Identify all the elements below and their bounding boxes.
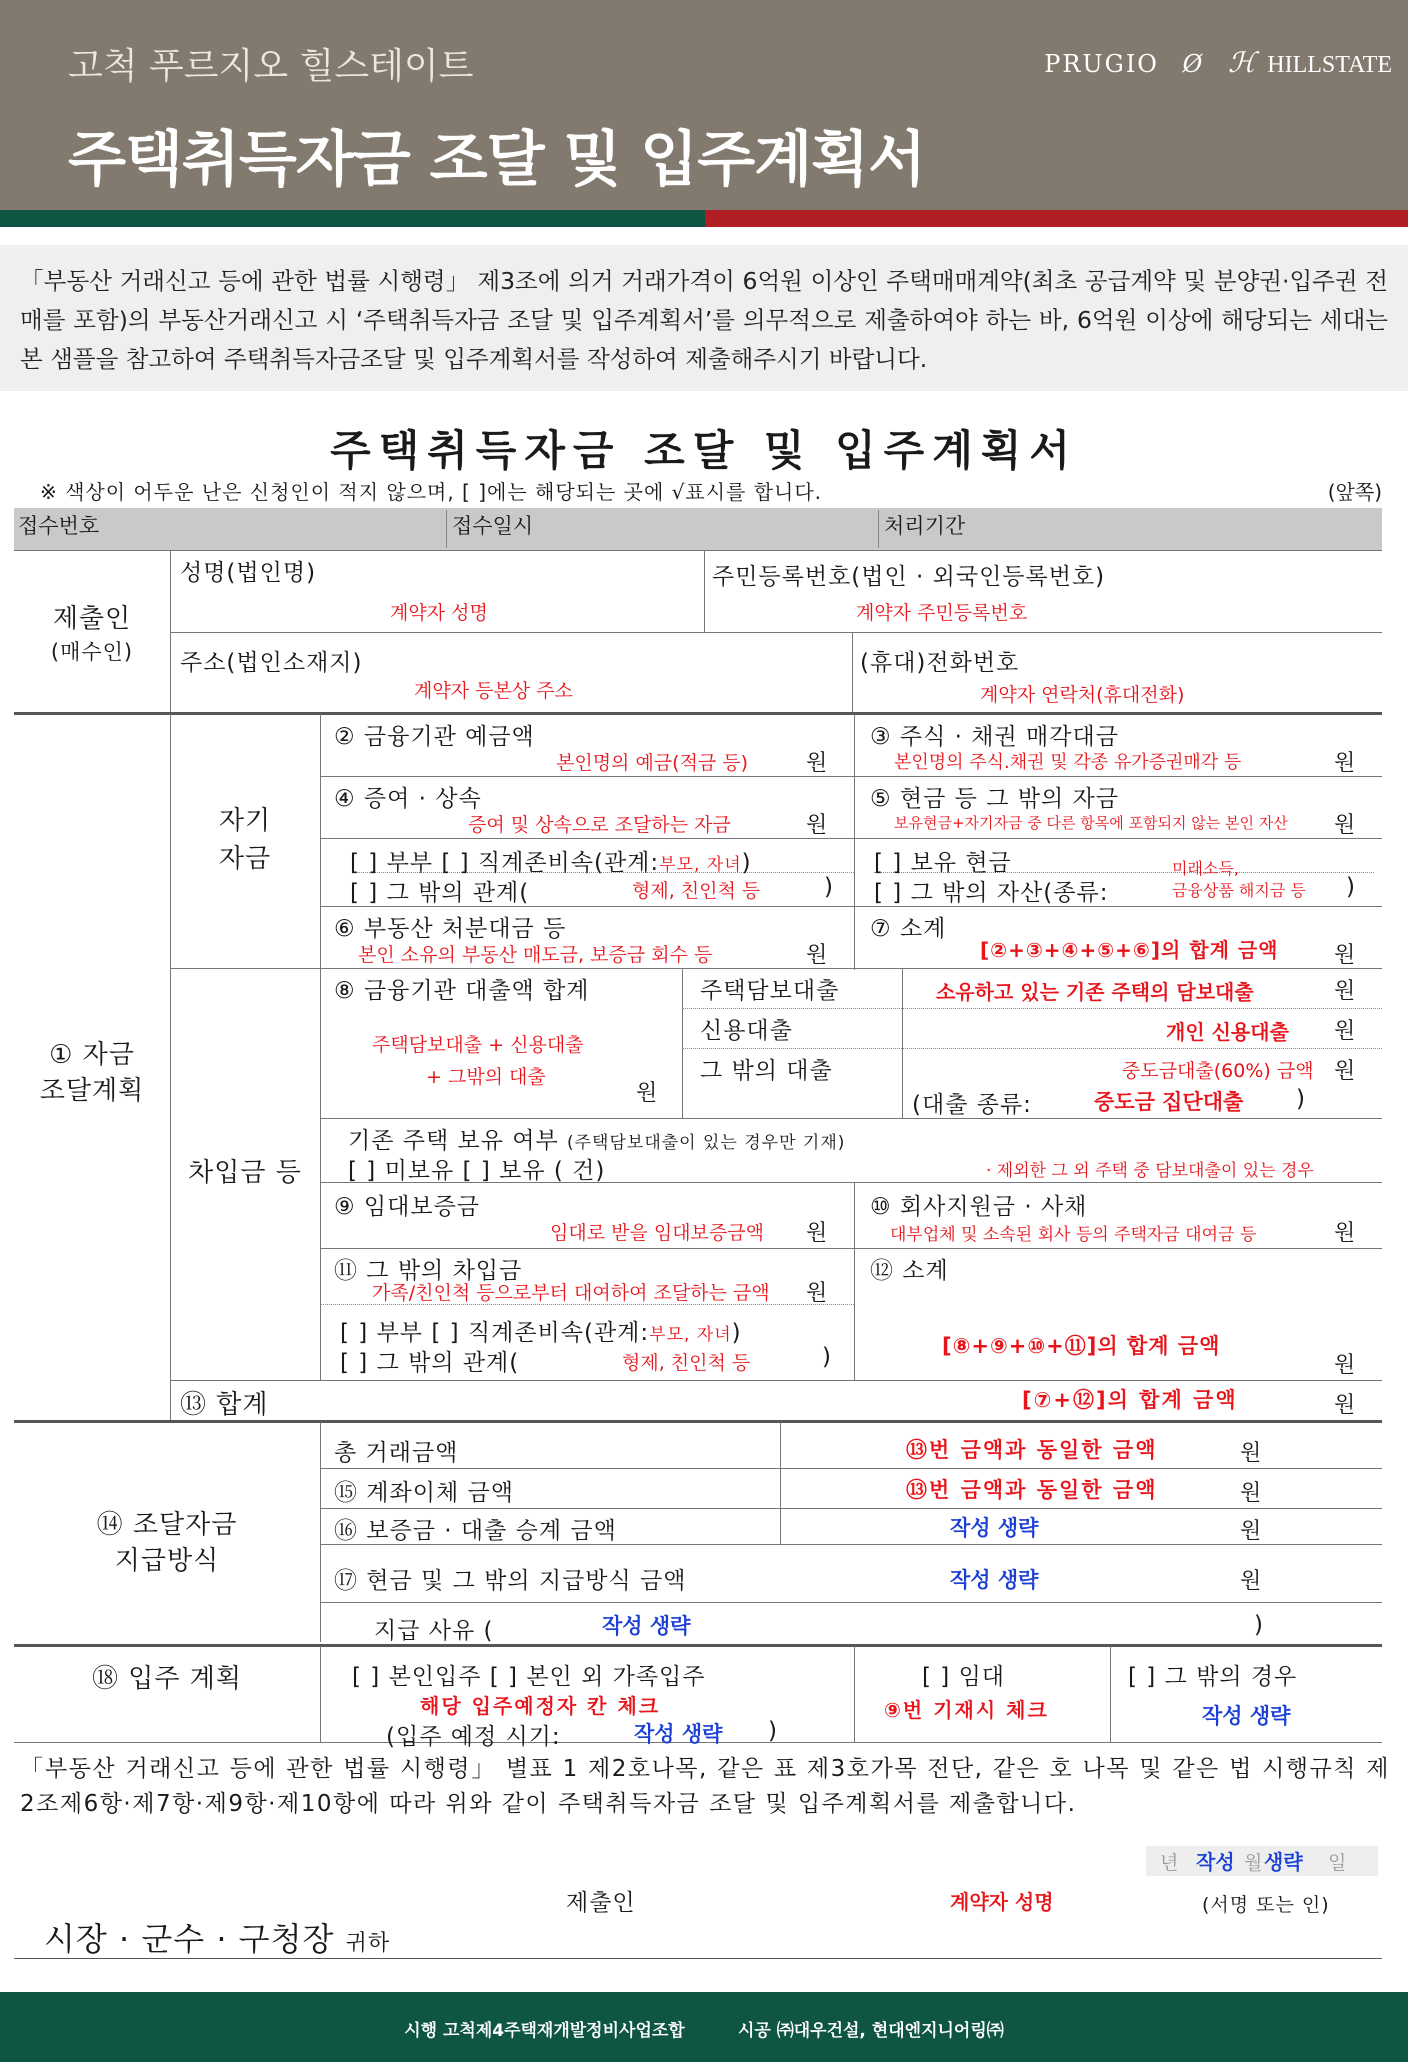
- divider: [682, 1048, 1382, 1049]
- date-month: 월: [1244, 1852, 1263, 1874]
- close-paren: ): [822, 1344, 832, 1370]
- assume-label: ⑯ 보증금 · 대출 승계 금액: [334, 1518, 617, 1544]
- prugio-logo: PRUGIO: [1044, 50, 1159, 78]
- lease-deposit-value[interactable]: 임대로 받을 임대보증금액: [550, 1222, 764, 1244]
- deposit-label: ② 금융기관 예금액: [334, 724, 535, 750]
- other-loan-label: 그 밖의 대출: [700, 1058, 833, 1084]
- won-unit: 원: [1334, 1221, 1356, 1246]
- divider: [170, 632, 1382, 633]
- existing-house-label: 기존 주택 보유 여부 (주택담보대출이 있는 경우만 기재): [348, 1128, 846, 1154]
- divider: [320, 838, 1382, 839]
- office-use-row: [14, 508, 1382, 550]
- total-label: ⑬ 합계: [180, 1390, 269, 1420]
- deposit-value[interactable]: 본인명의 예금(적금 등): [556, 752, 749, 774]
- borrow-relation-2[interactable]: [ ] 그 밖의 관계(: [340, 1350, 520, 1376]
- won-unit: 원: [806, 751, 828, 776]
- existing-house-options[interactable]: [ ] 미보유 [ ] 보유 ( 건): [348, 1158, 606, 1184]
- cash-payment-value[interactable]: 작성 생략: [950, 1568, 1039, 1592]
- divider: [14, 1958, 1382, 1959]
- won-unit: 원: [1334, 979, 1356, 1004]
- divider: [854, 1182, 855, 1380]
- divider: [320, 1508, 1382, 1509]
- movein-label: ⑱ 입주 계획: [92, 1664, 242, 1694]
- won-unit: 원: [1334, 1353, 1356, 1378]
- reason-close: ): [1254, 1612, 1264, 1638]
- submitter-sublabel: (매수인): [50, 640, 134, 664]
- receipt-date-label: 접수일시: [452, 514, 534, 538]
- divider: [854, 1646, 855, 1742]
- front-side-label: (앞쪽): [1327, 480, 1382, 504]
- brand-logos: [1044, 46, 1392, 79]
- address-label: 주소(법인소재지): [180, 650, 363, 676]
- loan-type-label: (대출 종류:: [912, 1092, 1032, 1118]
- mortgage-value[interactable]: 소유하고 있는 기존 주택의 담보대출: [936, 980, 1254, 1004]
- assume-value[interactable]: 작성 생략: [950, 1516, 1039, 1540]
- won-unit: 원: [636, 1081, 658, 1106]
- won-unit: 원: [1334, 751, 1356, 776]
- name-label: 성명(법인명): [180, 560, 317, 586]
- other-borrow-value[interactable]: 가족/친인척 등으로부터 대여하여 조달하는 금액: [372, 1282, 770, 1304]
- cash-option-2-value-1: 미래소득,: [1172, 859, 1239, 878]
- existing-house-note: (주택담보대출이 있는 경우만 기재): [567, 1133, 846, 1153]
- address-value[interactable]: 계약자 등본상 주소: [414, 680, 573, 702]
- subtotal2-label: ⑫ 소계: [870, 1258, 949, 1284]
- divider: [320, 1646, 321, 1742]
- page-title: 주택취득자금 조달 및 입주계획서: [68, 125, 926, 195]
- divider: [170, 1380, 1382, 1381]
- realestate-label: ⑥ 부동산 처분대금 등: [334, 916, 567, 942]
- reason-value[interactable]: 작성 생략: [602, 1614, 691, 1638]
- divider: [446, 510, 447, 548]
- addressee-suffix: 귀하: [345, 1931, 391, 1956]
- transfer-label: ⑮ 계좌이체 금액: [334, 1480, 514, 1506]
- divider: [320, 776, 1382, 777]
- hillstate-logo: HILLSTATE: [1267, 52, 1392, 78]
- cash-value[interactable]: 보유현금+자기자금 중 다른 항목에 포함되지 않는 본인 자산: [894, 814, 1288, 832]
- phone-value[interactable]: 계약자 연락처(휴대전화): [980, 684, 1185, 706]
- hillstate-symbol-icon: ℋ: [1227, 46, 1258, 79]
- divider: [320, 714, 321, 1380]
- period-label: 처리기간: [884, 514, 966, 538]
- divider: [320, 1468, 1382, 1469]
- divider: [902, 968, 903, 1118]
- borrow-relation-1[interactable]: [ ] 부부 [ ] 직계존비속(관계:부모, 자녀): [340, 1320, 742, 1346]
- divider: [170, 968, 1382, 969]
- id-value[interactable]: 계약자 주민등록번호: [856, 602, 1028, 624]
- bankloan-value-2: + 그밖의 대출: [426, 1066, 546, 1088]
- lease-deposit-label: ⑨ 임대보증금: [334, 1194, 481, 1220]
- cash-option-1[interactable]: [ ] 보유 현금: [874, 850, 1012, 876]
- movein-date-value[interactable]: 작성 생략: [634, 1722, 723, 1746]
- prugio-symbol-icon: Ø: [1182, 50, 1205, 78]
- cash-payment-label: ⑰ 현금 및 그 밖의 지급방식 금액: [334, 1568, 687, 1594]
- date-year: 년: [1160, 1852, 1179, 1874]
- won-unit: 원: [1334, 943, 1356, 968]
- movein-option-3-note[interactable]: 작성 생략: [1202, 1704, 1291, 1728]
- cash-label: ⑤ 현금 등 그 밖의 자금: [870, 786, 1119, 812]
- movein-option-1[interactable]: [ ] 본인입주 [ ] 본인 외 가족입주: [352, 1664, 706, 1690]
- divider: [852, 632, 853, 712]
- won-unit: 원: [1240, 1441, 1262, 1466]
- receipt-no-label: 접수번호: [18, 514, 100, 538]
- existing-house-hint: · 제외한 그 외 주택 중 담보대출이 있는 경우: [986, 1161, 1314, 1181]
- submitter-sign-label: 제출인: [566, 1890, 636, 1916]
- total-value[interactable]: [⑦+⑫]의 합계 금액: [1022, 1388, 1238, 1412]
- movein-option-2-note: ⑨번 기재시 체크: [884, 1698, 1049, 1722]
- gift-relation-1[interactable]: [ ] 부부 [ ] 직계존비속(관계:부모, 자녀): [350, 850, 752, 876]
- divider: [14, 550, 1382, 551]
- sign-note: (서명 또는 인): [1202, 1894, 1330, 1916]
- transfer-value[interactable]: ⑬번 금액과 동일한 금액: [906, 1478, 1158, 1502]
- bankloan-label: ⑧ 금융기관 대출액 합계: [334, 978, 590, 1004]
- complex-name: 고척 푸르지오 힐스테이트: [68, 46, 474, 87]
- name-value[interactable]: 계약자 성명: [390, 602, 488, 624]
- movein-date-close: ): [768, 1718, 778, 1744]
- phone-label: (휴대)전화번호: [860, 650, 1020, 676]
- credit-label: 신용대출: [700, 1018, 793, 1044]
- submitter-label: 제출인: [52, 604, 132, 634]
- realestate-value[interactable]: 본인 소유의 부동산 매도금, 보증금 회수 등: [358, 944, 713, 966]
- borrow-relation-2-value: 형제, 친인척 등: [622, 1352, 751, 1374]
- divider: [320, 1248, 1382, 1249]
- close-paren: ): [1346, 874, 1356, 900]
- submitter-sign-value[interactable]: 계약자 성명: [950, 1890, 1054, 1914]
- won-unit: 원: [1334, 1019, 1356, 1044]
- form-title: 주택취득자금 조달 및 입주계획서: [330, 426, 1078, 475]
- other-loan-value[interactable]: 중도금대출(60%) 금액: [1122, 1060, 1314, 1082]
- funding-label-2: 조달계획: [39, 1076, 145, 1106]
- subtotal2-value[interactable]: [⑧+⑨+⑩+⑪]의 합계 금액: [942, 1334, 1221, 1358]
- won-unit: 원: [806, 1221, 828, 1246]
- bankloan-value-1[interactable]: 주택담보대출 + 신용대출: [372, 1034, 584, 1056]
- divider: [682, 968, 683, 1118]
- won-unit: 원: [1240, 1481, 1262, 1506]
- date-value-2[interactable]: 생략: [1264, 1850, 1303, 1874]
- divider: [682, 1008, 1382, 1009]
- footer-text: 시행 고척제4주택재개발정비사업조합 시공 ㈜대우건설, 현대엔지니어링㈜: [404, 2021, 1004, 2041]
- cash-option-2-value-2: 금융상품 해지금 등: [1172, 881, 1306, 900]
- won-unit: 원: [1240, 1569, 1262, 1594]
- addressee: 시장 · 군수 · 구청장 귀하: [44, 1920, 391, 1958]
- close-paren: ): [1296, 1086, 1306, 1112]
- gift-relation-1-value: 부모, 자녀: [659, 855, 742, 875]
- form-notice: ※ 색상이 어두운 난은 신청인이 적지 않으며, [ ]에는 해당되는 곳에 √표시를 합니다.: [40, 480, 823, 504]
- id-label: 주민등록번호(법인 · 외국인등록번호): [712, 564, 1106, 590]
- won-unit: 원: [1334, 813, 1356, 838]
- credit-value[interactable]: 개인 신용대출: [1166, 1020, 1289, 1044]
- loan-type-value[interactable]: 중도금 집단대출: [1094, 1090, 1244, 1114]
- divider: [320, 1422, 321, 1642]
- company-loan-value[interactable]: 대부업체 및 소속된 회사 등의 주택자금 대여금 등: [890, 1225, 1257, 1245]
- won-unit: 원: [1240, 1519, 1262, 1544]
- won-unit: 원: [806, 1281, 828, 1306]
- divider: [854, 714, 855, 970]
- header-stripe-green: [0, 210, 705, 227]
- won-unit: 원: [1334, 1059, 1356, 1084]
- won-unit: 원: [806, 943, 828, 968]
- payment-label-2: 지급방식: [114, 1546, 220, 1576]
- funding-label: ① 자금: [49, 1040, 135, 1070]
- divider: [14, 712, 1382, 715]
- declaration-text: 「부동산 거래신고 등에 관한 법률 시행령」 별표 1 제2호나목, 같은 표 제3호가목 전단, 같은 호 나목 및 같은 법 시행규칙 제2조제6항·제7항·제9항·제10항에 따라 위와 같이 주택취득자금 조달 및 입주계획서를 제출합니다.: [20, 1756, 1390, 1817]
- divider: [170, 550, 171, 712]
- date-day: 일: [1328, 1852, 1347, 1874]
- gift-value[interactable]: 증여 및 상속으로 조달하는 자금: [468, 814, 731, 836]
- total-trade-value[interactable]: ⑬번 금액과 동일한 금액: [906, 1438, 1158, 1462]
- total-trade-label: 총 거래금액: [334, 1440, 459, 1466]
- divider: [1110, 1646, 1111, 1742]
- subtotal1-value[interactable]: [②+③+④+⑤+⑥]의 합계 금액: [980, 938, 1279, 962]
- won-unit: 원: [1334, 1393, 1356, 1418]
- divider: [878, 510, 879, 548]
- gift-label: ④ 증여 · 상속: [334, 786, 482, 812]
- gift-relation-2[interactable]: [ ] 그 밖의 관계(: [350, 880, 530, 906]
- divider: [320, 1602, 1382, 1603]
- won-unit: 원: [806, 813, 828, 838]
- divider: [320, 1118, 1382, 1119]
- stock-value[interactable]: 본인명의 주식.채권 및 각종 유가증권매각 등: [894, 752, 1242, 773]
- divider: [780, 1422, 781, 1544]
- date-value-1[interactable]: 작성: [1196, 1850, 1235, 1874]
- payment-label: ⑭ 조달자금: [96, 1510, 238, 1540]
- other-borrow-label: ⑪ 그 밖의 차입금: [334, 1258, 523, 1284]
- movein-option-3[interactable]: [ ] 그 밖의 경우: [1128, 1664, 1298, 1690]
- divider: [14, 1644, 1382, 1647]
- movein-date-label: (입주 예정 시기:: [386, 1724, 561, 1750]
- movein-option-1-note: 해당 입주예정자 칸 체크: [420, 1694, 661, 1718]
- header-stripe-red: [705, 210, 1408, 227]
- company-loan-label: ⑩ 회사지원금 · 사채: [870, 1194, 1088, 1220]
- own-funds-label: 자기: [218, 806, 272, 836]
- divider: [704, 550, 705, 632]
- own-funds-label-2: 자금: [218, 844, 272, 874]
- stock-label: ③ 주식 · 채권 매각대금: [870, 724, 1119, 750]
- close-paren: ): [824, 874, 834, 900]
- reason-label: 지급 사유 (: [374, 1618, 494, 1644]
- movein-option-2[interactable]: [ ] 임대: [922, 1664, 1006, 1690]
- borrowing-label: 차입금 등: [188, 1158, 302, 1188]
- cash-option-2[interactable]: [ ] 그 밖의 자산(종류:: [874, 880, 1109, 906]
- mortgage-label: 주택담보대출: [700, 978, 840, 1004]
- gift-relation-2-value: 형제, 친인척 등: [632, 880, 761, 902]
- subtotal1-label: ⑦ 소계: [870, 916, 947, 942]
- borrow-relation-1-value: 부모, 자녀: [649, 1325, 732, 1345]
- intro-text: 「부동산 거래신고 등에 관한 법률 시행령」 제3조에 의거 거래가격이 6억원 이상인 주택매매계약(최초 공급계약 및 분양권·입주권 전매를 포함)의 부동산거래신고 시 ‘주택취득자금 조달 및 입주계획서’를 의무적으로 제출하여야 하는 바, 6억원 이상에 해당되는 세대는 본 샘플을 참고하여 주택취득자금조달 및 입주계획서를 작성하여 제출해주시기 바랍니다.: [20, 267, 1388, 373]
